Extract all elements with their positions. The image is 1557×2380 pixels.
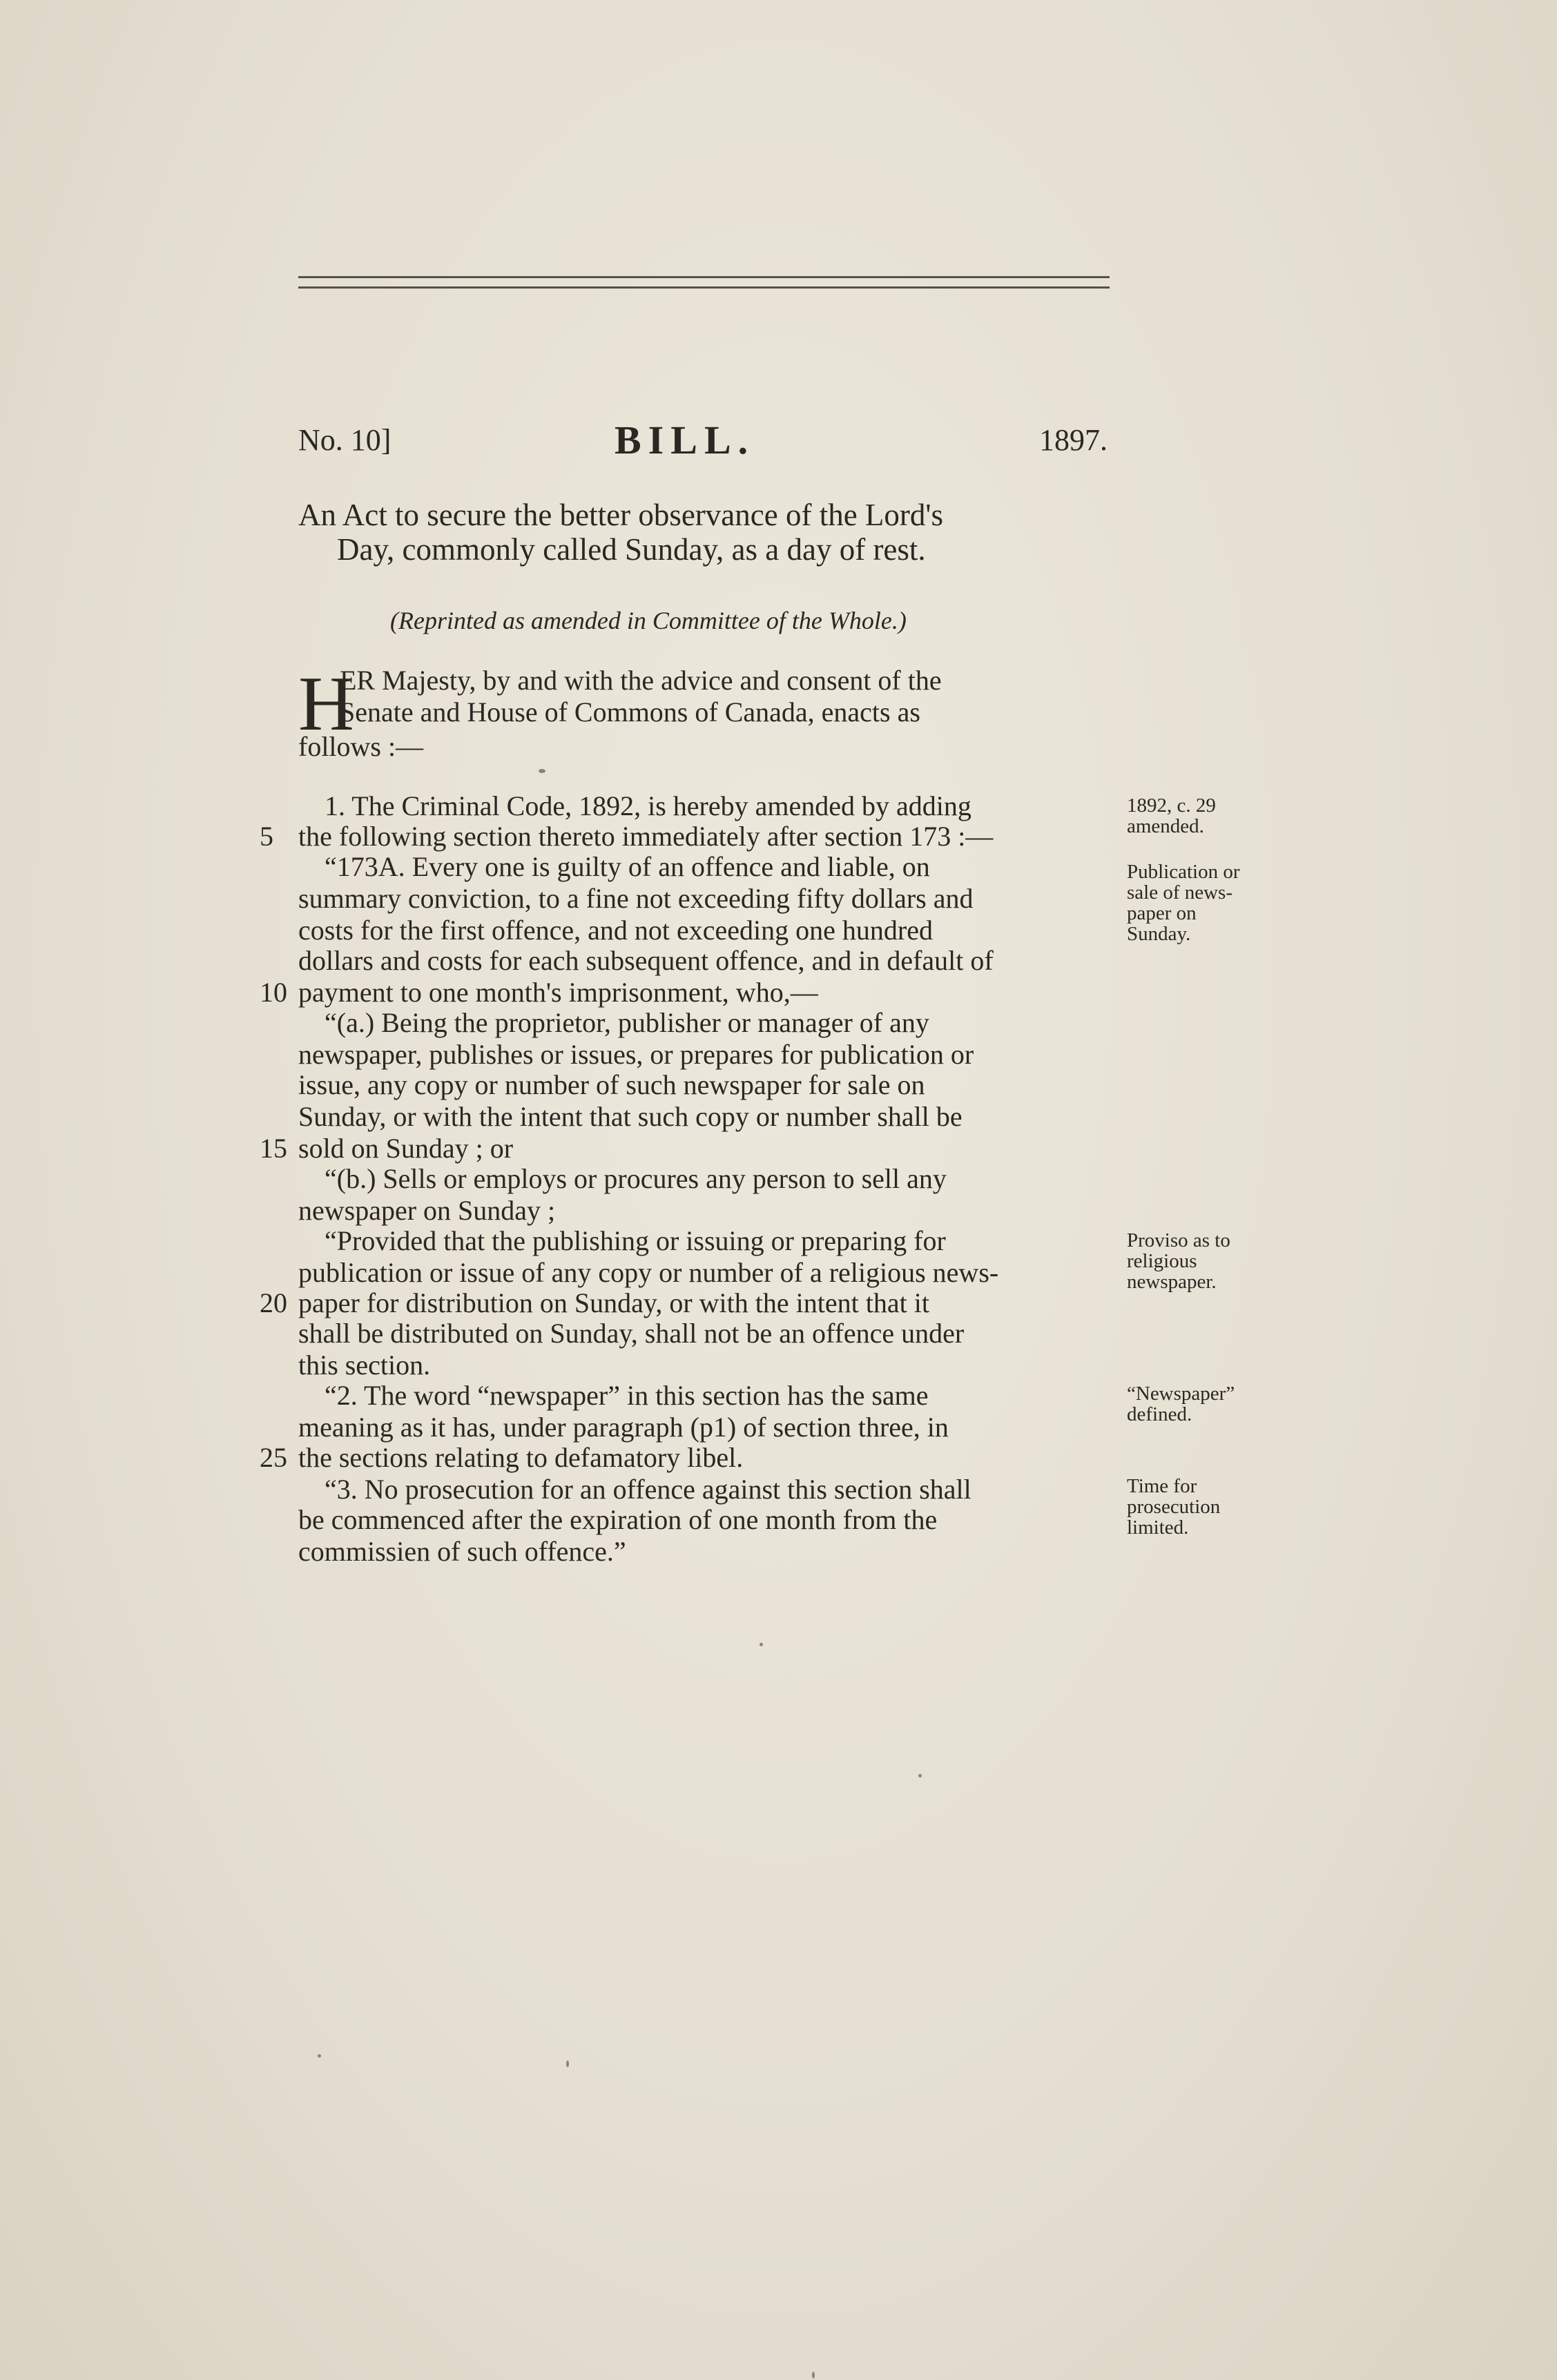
side-note-line: 1892, c. 29 <box>1127 794 1216 817</box>
body-line: payment to one month's imprisonment, who,— <box>298 977 818 1008</box>
paper-speck <box>539 769 545 773</box>
side-note-line: Proviso as to <box>1127 1229 1230 1251</box>
bill-heading: BILL. <box>615 418 755 462</box>
side-note-line: Publication or <box>1127 861 1240 883</box>
line-number: 20 <box>260 1287 287 1318</box>
paper-speck <box>918 1774 922 1777</box>
double-rule <box>298 276 1110 289</box>
side-note-line: sale of news- <box>1127 881 1233 904</box>
enacting-line: Senate and House of Commons of Canada, enacts as <box>340 696 920 728</box>
enacting-line: ER Majesty, by and with the advice and consent of the <box>340 665 942 696</box>
body-line: “(a.) Being the proprietor, publisher or manager of any <box>325 1007 929 1038</box>
line-number: 25 <box>260 1442 287 1473</box>
side-note-line: prosecution <box>1127 1496 1221 1518</box>
side-note-line: Sunday. <box>1127 923 1191 945</box>
body-line: paper for distribution on Sunday, or with the intent that it <box>298 1287 929 1318</box>
body-line: 1. The Criminal Code, 1892, is hereby amended by adding <box>325 790 971 821</box>
paper-speck <box>812 2372 815 2379</box>
side-note-line: Time for <box>1127 1475 1197 1497</box>
body-line: newspaper, publishes or issues, or prepares for publication or <box>298 1039 974 1070</box>
side-note-line: religious <box>1127 1250 1197 1272</box>
side-note <box>1127 861 1240 944</box>
title-line: An Act to secure the better observance of the Lord's <box>298 498 944 532</box>
body-line: “Provided that the publishing or issuing or preparing for <box>325 1225 946 1256</box>
bill-year: 1897. <box>1039 423 1108 457</box>
enacting-line: follows :— <box>298 731 424 762</box>
side-note-line: paper on <box>1127 902 1197 924</box>
body-line: costs for the first offence, and not exceeding one hundred <box>298 915 933 946</box>
line-number: 10 <box>260 977 287 1008</box>
side-note-line: limited. <box>1127 1516 1189 1539</box>
body-line: meaning as it has, under paragraph (p1) of section three, in <box>298 1412 949 1443</box>
side-note-line: amended. <box>1127 815 1204 837</box>
body-line: “173A. Every one is guilty of an offence and liable, on <box>325 851 930 882</box>
body-line: sold on Sunday ; or <box>298 1133 514 1164</box>
side-note <box>1127 1476 1220 1538</box>
side-note-line: defined. <box>1127 1403 1192 1425</box>
paper-speck <box>760 1643 763 1646</box>
drop-cap: H <box>298 661 354 747</box>
side-note <box>1127 795 1216 837</box>
body-line: dollars and costs for each subsequent offence, and in default of <box>298 945 994 976</box>
side-note-line: newspaper. <box>1127 1271 1217 1293</box>
body-line: the sections relating to defamatory libel. <box>298 1442 744 1473</box>
paper-speck <box>318 2054 321 2058</box>
body-line: shall be distributed on Sunday, shall not be an offence under <box>298 1318 965 1349</box>
paper-speck <box>566 2060 569 2067</box>
side-note <box>1127 1230 1230 1292</box>
body-line: be commenced after the expiration of one month from the <box>298 1504 938 1535</box>
reprint-note: (Reprinted as amended in Committee of the Whole.) <box>390 607 907 634</box>
side-note-line: “Newspaper” <box>1127 1383 1235 1405</box>
body-line: commissien of such offence.” <box>298 1536 626 1567</box>
line-number: 15 <box>260 1133 287 1164</box>
body-line: Sunday, or with the intent that such copy or number shall be <box>298 1101 963 1132</box>
body-line: “(b.) Sells or employs or procures any person to sell any <box>325 1163 947 1194</box>
body-line: issue, any copy or number of such newspaper for sale on <box>298 1069 925 1100</box>
body-line: this section. <box>298 1349 431 1381</box>
body-line: the following section thereto immediately after section 173 :— <box>298 821 994 852</box>
body-line: “2. The word “newspaper” in this section has the same <box>325 1380 929 1411</box>
body-line: “3. No prosecution for an offence against this section shall <box>325 1474 971 1505</box>
side-note <box>1127 1383 1235 1425</box>
line-number: 5 <box>260 821 273 852</box>
body-line: summary conviction, to a fine not exceeding fifty dollars and <box>298 883 974 914</box>
bill-number: No. 10] <box>298 423 391 457</box>
title-line: Day, commonly called Sunday, as a day of rest. <box>337 532 926 567</box>
body-line: newspaper on Sunday ; <box>298 1195 556 1226</box>
body-line: publication or issue of any copy or number of a religious news- <box>298 1257 999 1288</box>
